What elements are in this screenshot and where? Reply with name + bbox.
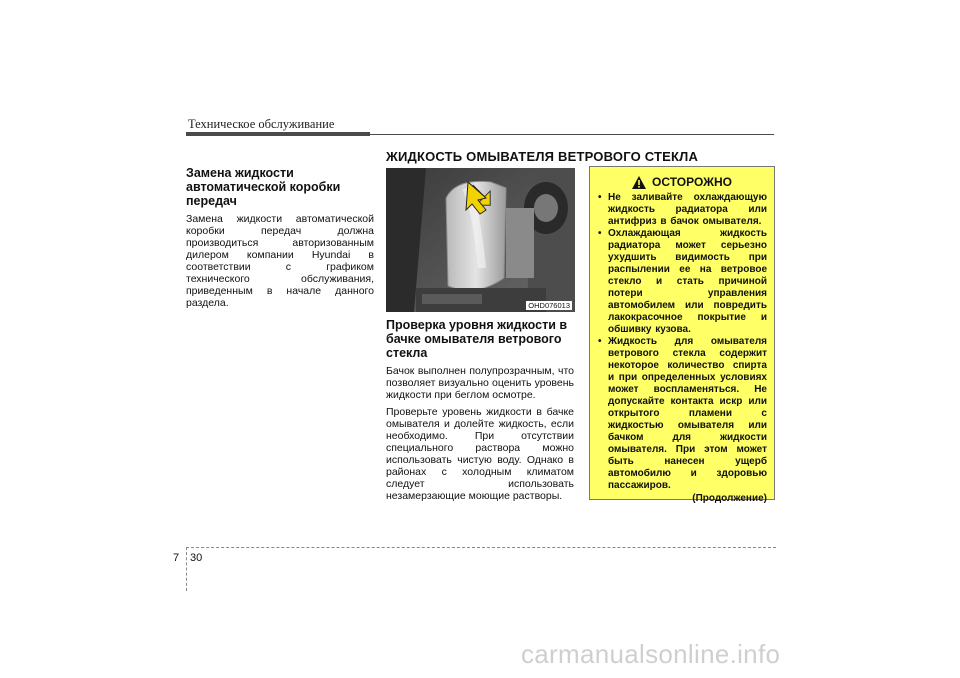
middle-column bbox=[386, 318, 574, 507]
footer-vertical-rule bbox=[186, 547, 187, 591]
page-number: 30 bbox=[190, 552, 203, 564]
caution-continued: (Продолжение) bbox=[692, 493, 767, 504]
caution-box bbox=[589, 166, 775, 504]
caution-item: • Не заливайте охлаждающую жидкость радиатора или антифриз в бачок омывателя. bbox=[597, 192, 767, 228]
photo-code: OHD076013 bbox=[528, 301, 570, 310]
footer-rule bbox=[186, 547, 776, 548]
middle-heading: Проверка уровня жидкости в бачке омывателя ветрового стекла bbox=[386, 318, 568, 360]
engine-bay-photo bbox=[386, 168, 575, 312]
chapter-number: 7 bbox=[173, 552, 180, 564]
left-paragraph: Замена жидкости автоматической коробки передач должна производиться авторизованным дилером компании Hyundai в соответствии с графиком технического обслуживания, приведенным в начале данного раздела. bbox=[186, 213, 374, 309]
caution-item: • Жидкость для омывателя ветрового стекла содержит некоторое количество спирта и при определенных условиях может воспламеняться. Не допускайте контакта искр или открытого пламени с жидкостью омывателя или бачком для жидкости омывателя. При этом может быть нанесен ущерб автомобилю и здоровью пассажиров. bbox=[597, 336, 767, 492]
middle-paragraph-1: Бачок выполнен полупрозрачным, что позволяет визуально оценить уровень жидкости при беглом осмотре. bbox=[386, 365, 574, 401]
left-column bbox=[186, 166, 374, 314]
left-heading: Замена жидкости автоматической коробки передач bbox=[186, 166, 341, 208]
chapter-header-title: Техническое обслуживание bbox=[188, 117, 335, 131]
caution-title: ОСТОРОЖНО bbox=[652, 175, 732, 189]
warning-triangle-icon bbox=[632, 176, 646, 189]
header-rule-thin bbox=[370, 134, 774, 135]
watermark: carmanualsonline.info bbox=[521, 639, 781, 669]
section-title: ЖИДКОСТЬ ОМЫВАТЕЛЯ ВЕТРОВОГО СТЕКЛА bbox=[386, 149, 699, 164]
caution-item: • Охлаждающая жидкость радиатора может серьезно ухудшить видимость при распылении ее на ветровое стекло и стать причиной потери управления автомобилем или повредить лакокрасочное покрытие и обшивку кузова. bbox=[597, 228, 767, 336]
washer-reservoir-illustration bbox=[386, 168, 575, 312]
header-rule-thick bbox=[186, 132, 370, 136]
caution-header bbox=[597, 175, 767, 189]
middle-paragraph-2: Проверьте уровень жидкости в бачке омывателя и долейте жидкость, если необходимо. При отсутствии специального раствора можно использовать чистую воду. Однако в районах с холодным климатом следует использовать незамерзающие моющие растворы. bbox=[386, 406, 574, 502]
